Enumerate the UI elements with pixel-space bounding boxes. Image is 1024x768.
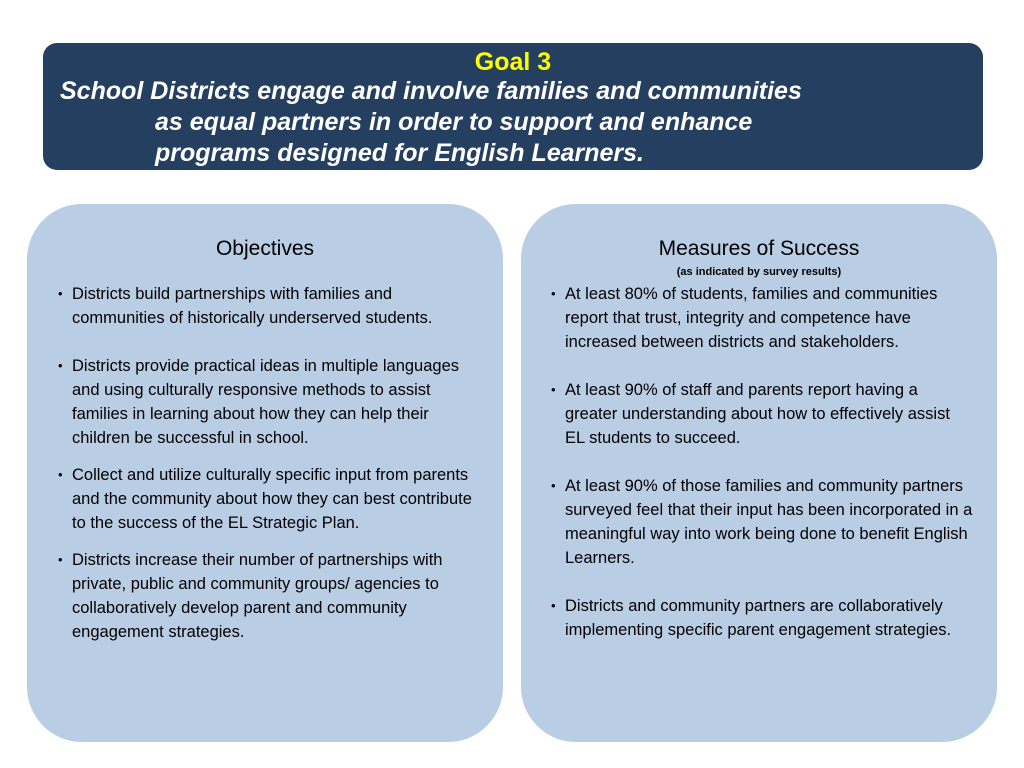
objective-item: • Collect and utilize culturally specific input from parents and the community about how they can best contribute to the success of the EL Strategic Plan. <box>58 463 479 535</box>
measure-item: • At least 90% of those families and community partners surveyed feel that their input has been incorporated in a meaningful way into work being done to benefit English Learners. <box>551 474 973 570</box>
goal-statement <box>60 76 975 169</box>
goal-statement-line-1: School Districts engage and involve families and communities <box>60 77 802 105</box>
measures-list <box>551 282 973 642</box>
goal-statement-line-2: as equal partners in order to support and enhance <box>155 108 753 136</box>
objectives-title: Objectives <box>215 237 315 260</box>
objective-item: • Districts increase their number of partnerships with private, public and community groups/ agencies to collaboratively develop parent and community engagement strategies. <box>58 548 479 644</box>
measures-panel <box>521 204 997 742</box>
objectives-panel <box>27 204 503 742</box>
measures-subtitle: (as indicated by survey results) <box>676 266 842 278</box>
objectives-list <box>58 282 479 644</box>
goal-statement-line-3: programs designed for English Learners. <box>155 139 645 167</box>
goal-header <box>43 43 983 170</box>
measure-item: • At least 90% of staff and parents report having a greater understanding about how to effectively assist EL students to succeed. <box>551 378 973 450</box>
objective-item: • Districts build partnerships with families and communities of historically underserved students. <box>58 282 479 330</box>
measure-item: • At least 80% of students, families and communities report that trust, integrity and competence have increased between districts and stakeholders. <box>551 282 973 354</box>
measure-item: • Districts and community partners are collaboratively implementing specific parent engagement strategies. <box>551 594 973 642</box>
goal-label: Goal 3 <box>474 48 552 76</box>
objective-item: • Districts provide practical ideas in multiple languages and using culturally responsive methods to assist families in learning about how they can help their children be successful in school. <box>58 354 479 450</box>
measures-title: Measures of Success <box>658 237 860 260</box>
